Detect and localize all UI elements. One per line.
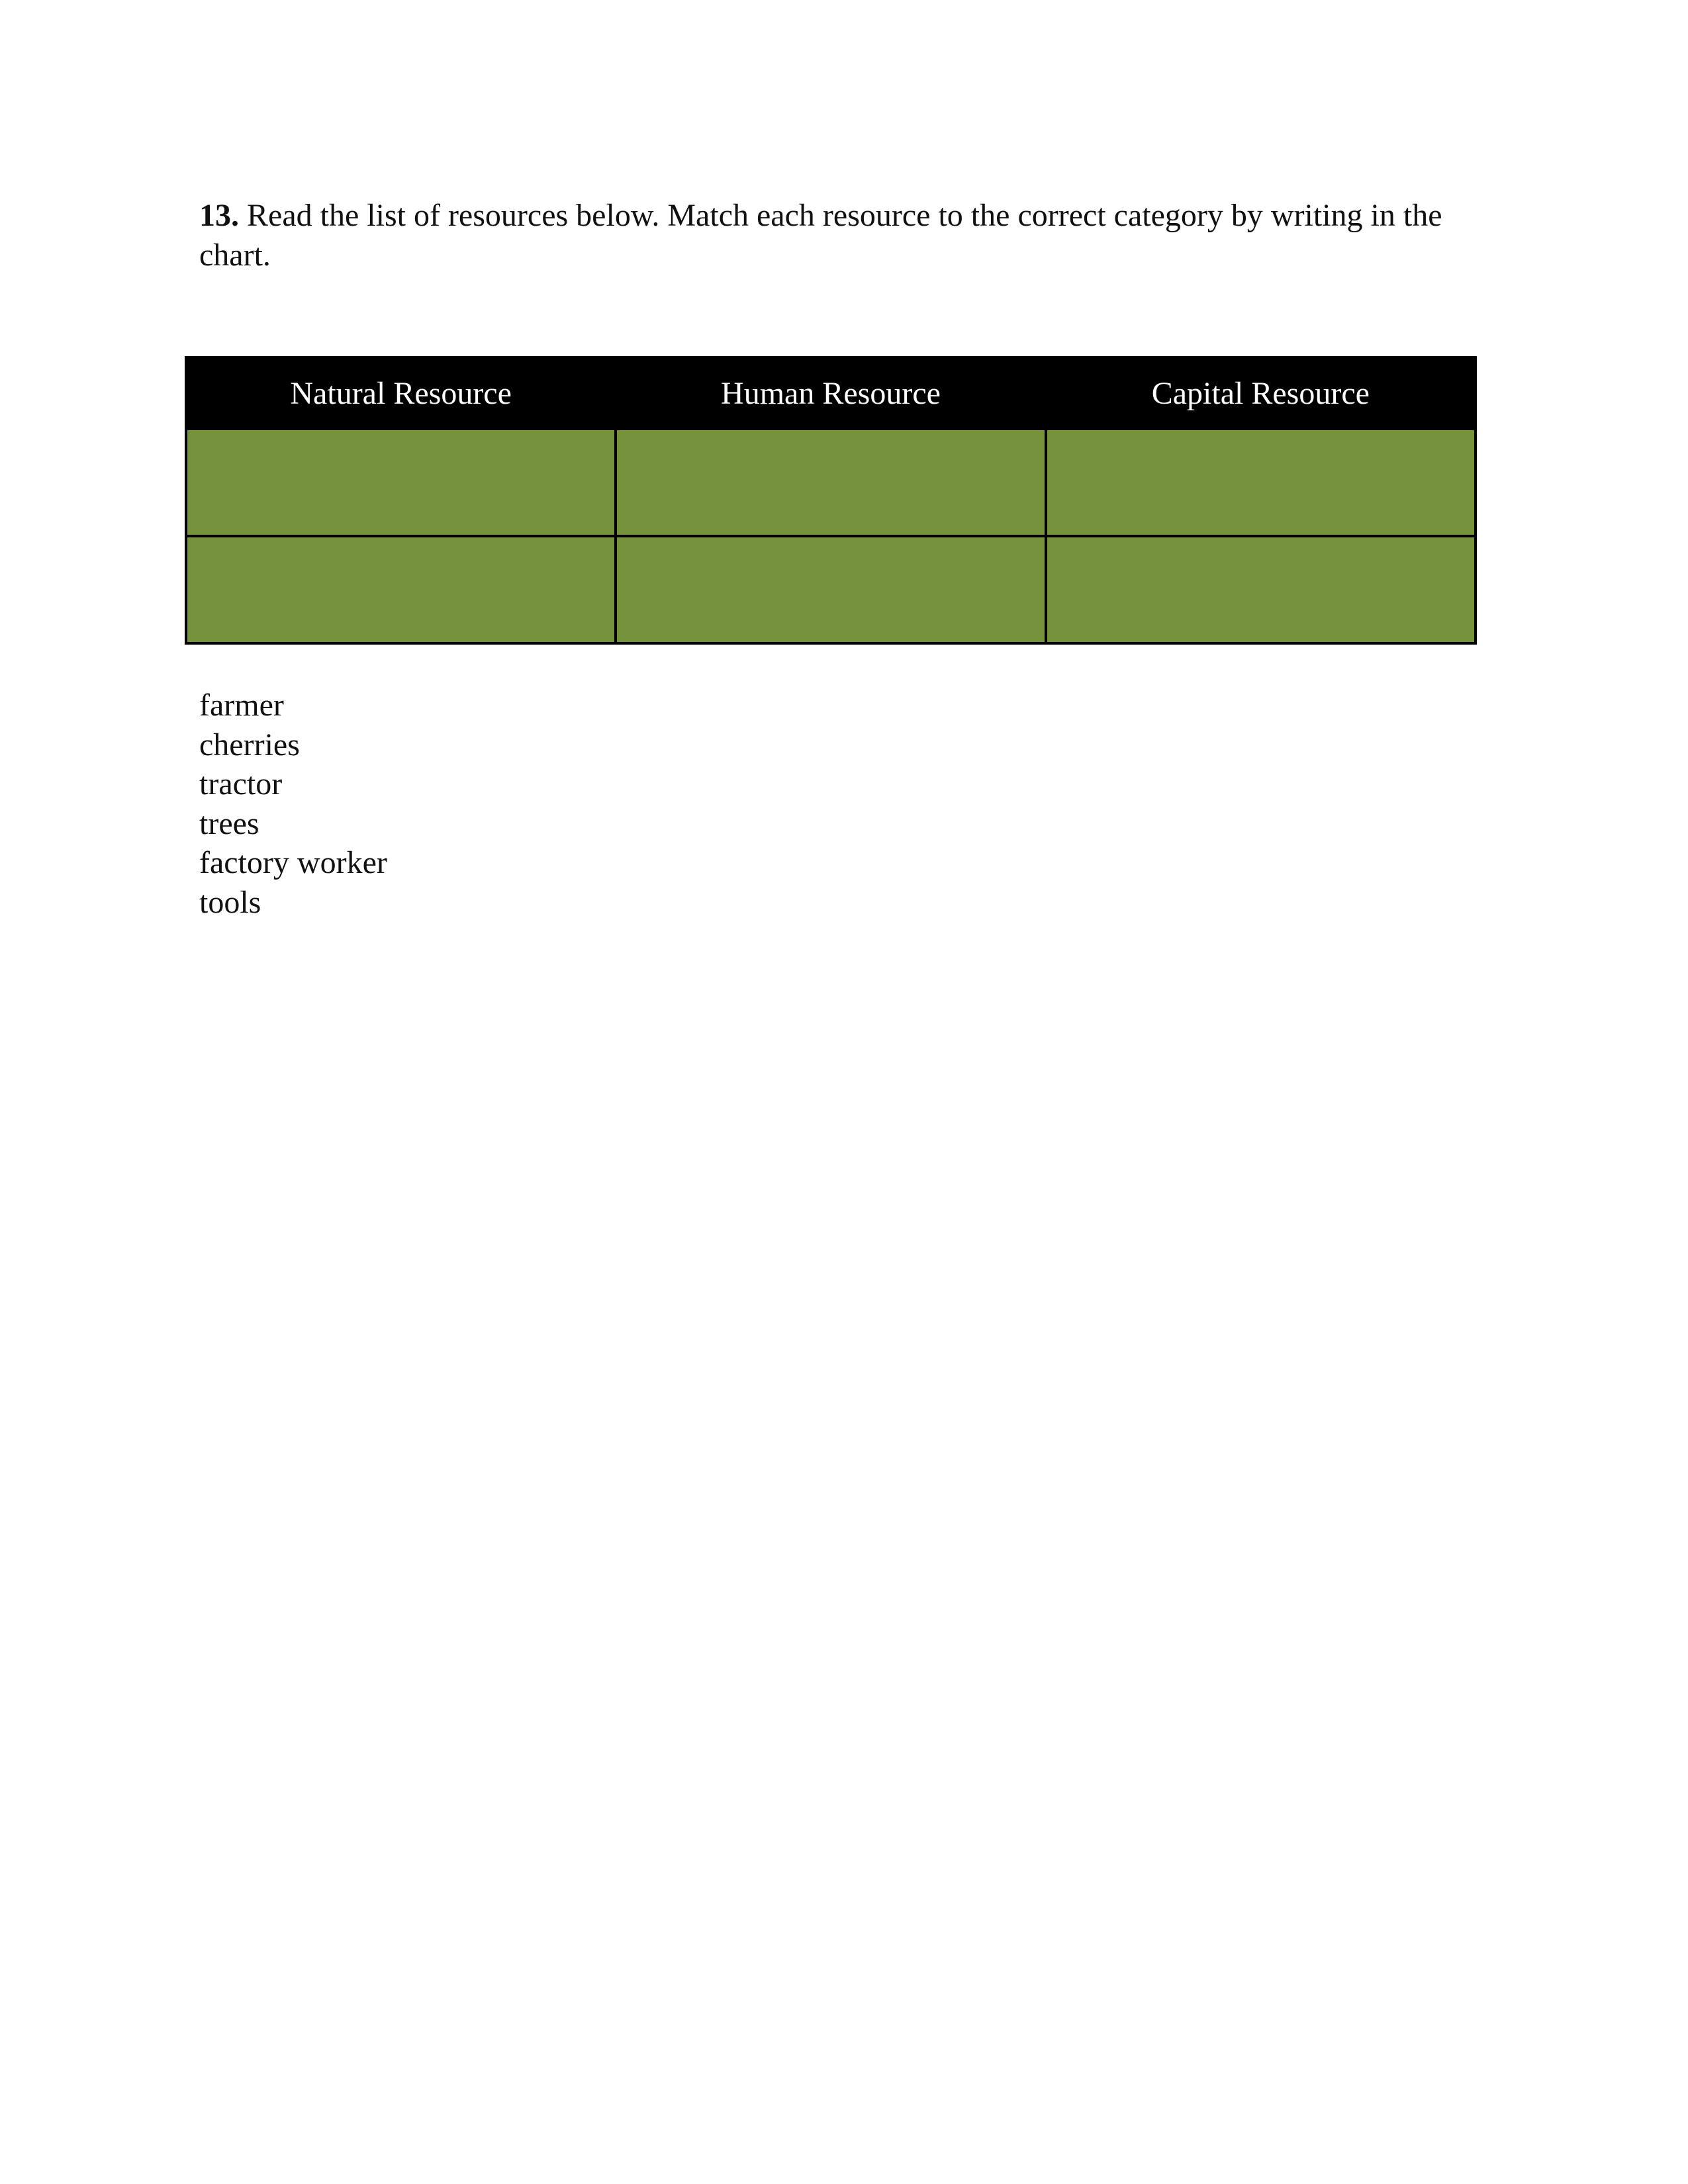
list-item: cherries	[199, 727, 300, 762]
question-number: 13.	[199, 198, 239, 233]
header-natural-resource: Natural Resource	[186, 357, 616, 429]
list-item: farmer	[199, 688, 284, 723]
resource-category-chart	[185, 356, 1477, 645]
answer-cell-natural[interactable]	[186, 536, 616, 643]
chart-row	[186, 536, 1476, 643]
answer-cell-natural[interactable]	[186, 429, 616, 536]
answer-cell-human[interactable]	[616, 429, 1045, 536]
chart-row	[186, 429, 1476, 536]
chart-header-row	[186, 357, 1476, 429]
header-human-resource: Human Resource	[616, 357, 1045, 429]
answer-cell-capital[interactable]	[1046, 536, 1476, 643]
question-prompt	[199, 196, 1457, 275]
answer-cell-capital[interactable]	[1046, 429, 1476, 536]
resource-list	[199, 686, 387, 922]
question-text: Read the list of resources below. Match each resource to the correct category by writing in the chart.	[199, 198, 1442, 273]
answer-cell-human[interactable]	[616, 536, 1045, 643]
list-item: factory worker	[199, 845, 387, 880]
list-item: trees	[199, 805, 259, 841]
header-capital-resource: Capital Resource	[1046, 357, 1476, 429]
list-item: tools	[199, 884, 261, 920]
list-item: tractor	[199, 766, 283, 801]
